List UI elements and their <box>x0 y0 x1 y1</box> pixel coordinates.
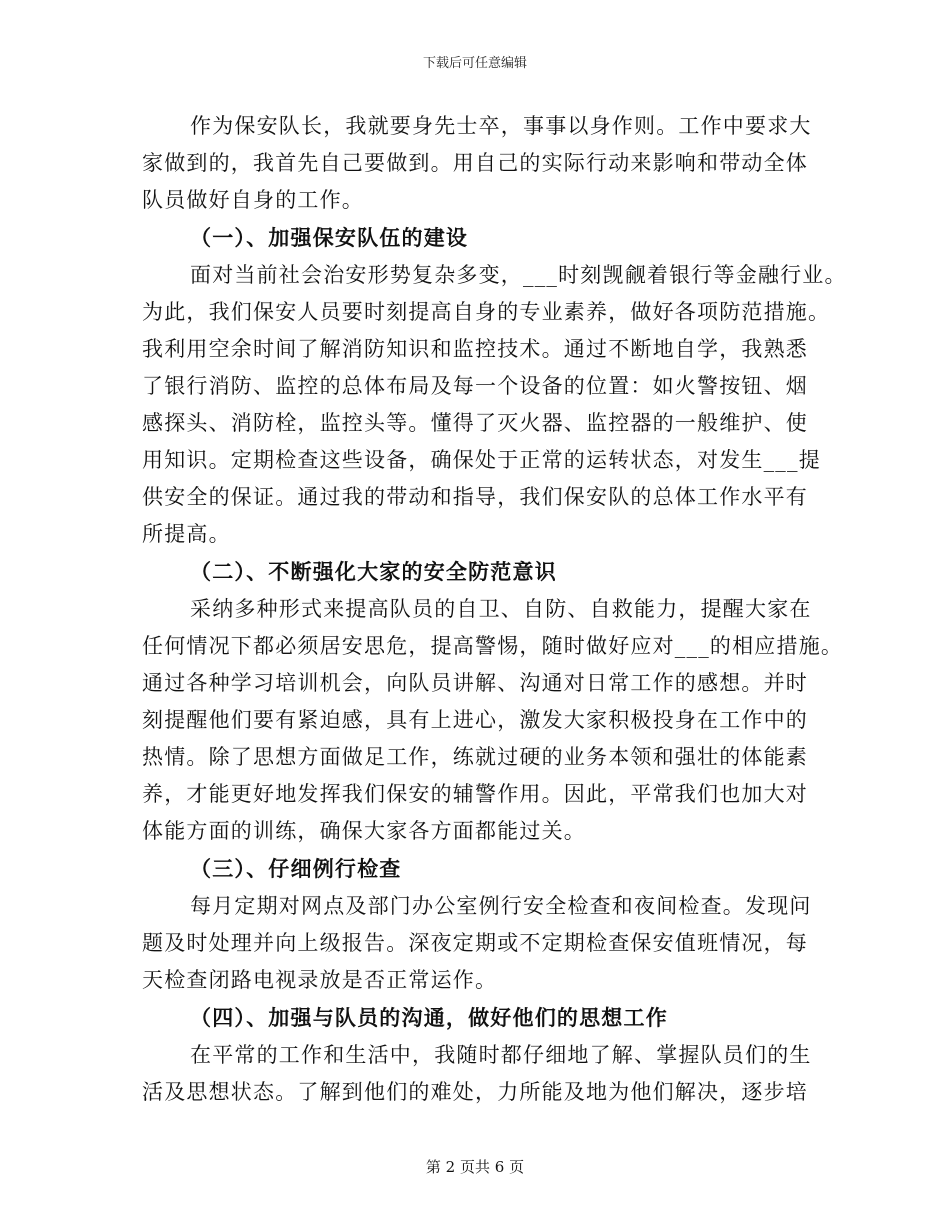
paragraph-line: 为此，我们保安人员要时刻提高自身的专业素养，做好各项防范措施。 <box>142 300 831 324</box>
section-heading-3: （三）、仔细例行检查 <box>190 856 402 881</box>
paragraph-line: 队员做好自身的工作。 <box>142 188 364 212</box>
paragraph-line: 天检查闭路电视录放是否正常运作。 <box>142 968 498 992</box>
paragraph-line: 热情。除了思想方面做足工作，练就过硬的业务本领和强壮的体能素 <box>142 745 808 769</box>
paragraph-line: 所提高。 <box>142 522 231 546</box>
page-number-footer: 第 2 页共 6 页 <box>425 1158 525 1176</box>
paragraph-line: 作为保安队长，我就要身先士卒，事事以身作则。工作中要求大 <box>190 114 812 138</box>
paragraph-line: 体能方面的训练，确保大家各方面都能过关。 <box>142 819 586 843</box>
section-heading-1: （一）、加强保安队伍的建设 <box>190 225 469 250</box>
paragraph-line: 用知识。定期检查这些设备，确保处于正常的运转状态，对发生___提 <box>142 448 821 472</box>
section-heading-4: （四）、加强与队员的沟通，做好他们的思想工作 <box>190 1005 668 1030</box>
paragraph-line: 面对当前社会治安形势复杂多变，___时刻觊觎着银行等金融行业。 <box>190 263 847 287</box>
paragraph-line: 题及时处理并向上级报告。深夜定期或不定期检查保安值班情况，每 <box>142 931 808 955</box>
paragraph-line: 在平常的工作和生活中，我随时都仔细地了解、掌握队员们的生 <box>190 1043 812 1067</box>
page-header: 下载后可任意编辑 <box>422 56 527 71</box>
paragraph-line: 家做到的，我首先自己要做到。用自己的实际行动来影响和带动全体 <box>142 151 808 175</box>
paragraph-line: 刻提醒他们要有紧迫感，具有上进心，激发大家积极投身在工作中的 <box>142 708 808 732</box>
paragraph-line: 每月定期对网点及部门办公室例行安全检查和夜间检查。发现问 <box>190 894 812 918</box>
paragraph-line: 通过各种学习培训机会，向队员讲解、沟通对日常工作的感想。并时 <box>142 671 808 695</box>
paragraph-line: 感探头、消防栓，监控头等。懂得了灭火器、监控器的一般维护、使 <box>142 411 808 435</box>
paragraph-line: 采纳多种形式来提高队员的自卫、自防、自救能力，提醒大家在 <box>190 597 812 621</box>
section-heading-2: （二）、不断强化大家的安全防范意识 <box>190 559 557 584</box>
paragraph-line: 养，才能更好地发挥我们保安的辅警作用。因此，平常我们也加大对 <box>142 782 808 806</box>
paragraph-line: 活及思想状态。了解到他们的难处，力所能及地为他们解决，逐步培 <box>142 1080 808 1104</box>
paragraph-line: 供安全的保证。通过我的带动和指导，我们保安队的总体工作水平有 <box>142 485 808 509</box>
paragraph-line: 了银行消防、监控的总体布局及每一个设备的位置：如火警按钮、烟 <box>142 374 808 398</box>
paragraph-line: 任何情况下都必须居安思危，提高警惕，随时做好应对___的相应措施。 <box>142 634 844 658</box>
paragraph-line: 我利用空余时间了解消防知识和监控技术。通过不断地自学，我熟悉 <box>142 337 808 361</box>
